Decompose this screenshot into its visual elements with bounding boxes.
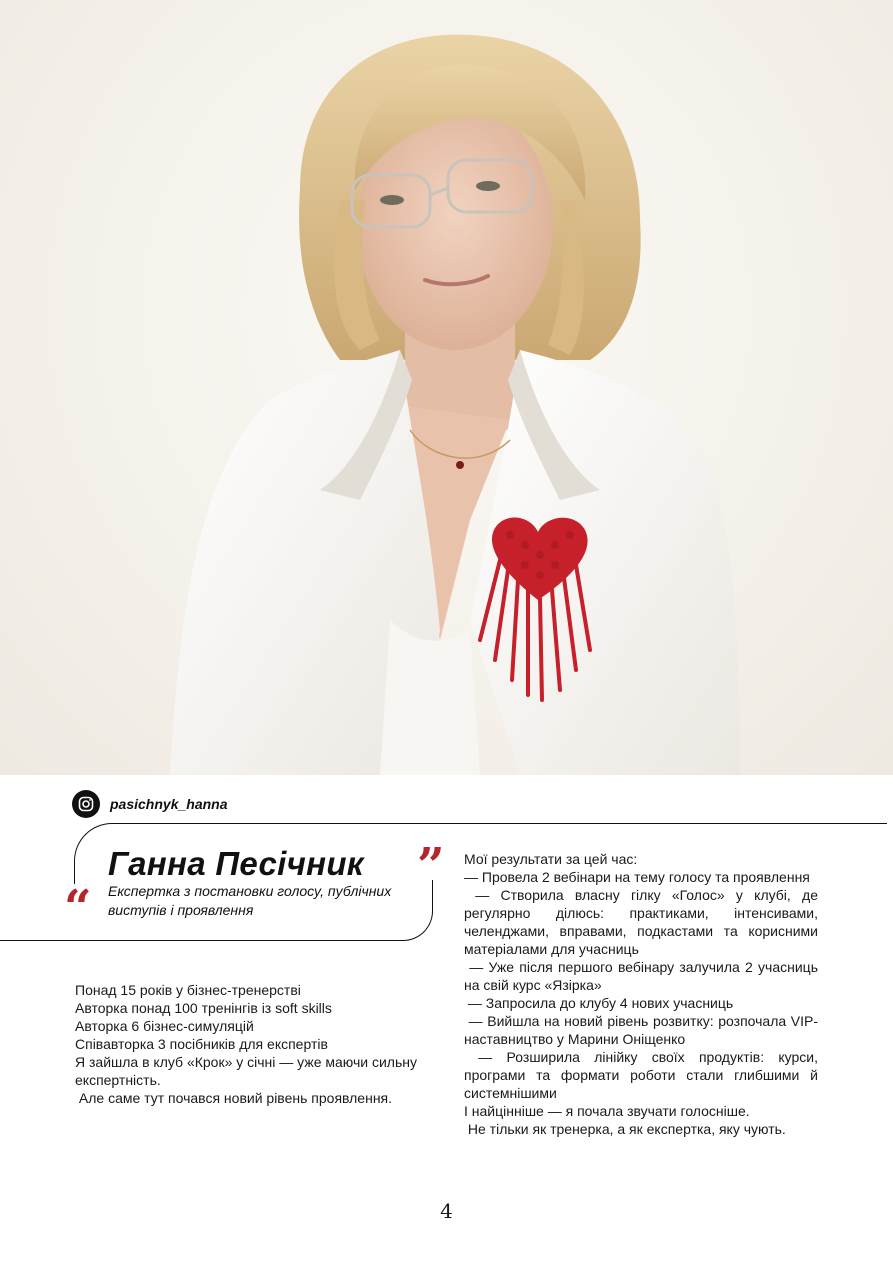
frame-top-line [112, 823, 887, 824]
person-title: Експертка з постановки голосу, публічних виступів і проявлення [108, 883, 392, 918]
bio-line: Понад 15 років у бізнес-тренерстві [75, 982, 301, 998]
results-heading: Мої результати за цей час: [464, 851, 638, 867]
open-quote-icon: “ [64, 880, 92, 936]
results-item: Не тільки як тренерка, а як експертка, яку чують. [464, 1121, 786, 1137]
results-item: — Створила власну гілку «Голос» у клубі, де регулярно ділюсь: практиками, інтенсивами, челенджами, вправами, подкастами та корисними матеріалами для учасниць [464, 887, 822, 957]
results-item: — Запросила до клубу 4 нових учасниць [464, 995, 734, 1011]
instagram-icon [72, 790, 100, 818]
bio-line: Авторка 6 бізнес-симуляцій [75, 1018, 254, 1034]
handle-text: pasichnyk_hanna [110, 796, 228, 812]
bio-line: Авторка понад 100 тренінгів із soft skills [75, 1000, 332, 1016]
bio-line: Я зайшла в клуб «Крок» у січні — уже маючи сильну експертність. [75, 1054, 421, 1088]
results-item: І найцінніше — я почала звучати голосніше. [464, 1103, 750, 1119]
results-item: — Уже після першого вебінару залучила 2 учасниць на свій курс «Язірка» [464, 959, 822, 993]
results-item: — Вийшла на новий рівень розвитку: розпочала VIP-наставництво у Марини Оніщенко [464, 1013, 819, 1047]
results-item: — Розширила лінійку своїх продуктів: курси, програми та формати роботи стали глибшими й системнішими [464, 1049, 822, 1101]
results-text [464, 850, 822, 1138]
instagram-handle[interactable] [72, 790, 228, 818]
page-number: 4 [440, 1199, 453, 1223]
bio-line: Але саме тут почався новий рівень проявлення. [75, 1090, 393, 1106]
bio-text [75, 981, 430, 1107]
bio-line: Співавторка 3 посібників для експертів [75, 1036, 328, 1052]
results-item: — Провела 2 вебінари на тему голосу та проявлення [464, 869, 810, 885]
person-name: Ганна Песічник [108, 845, 364, 882]
close-quote-icon: ” [417, 838, 445, 894]
